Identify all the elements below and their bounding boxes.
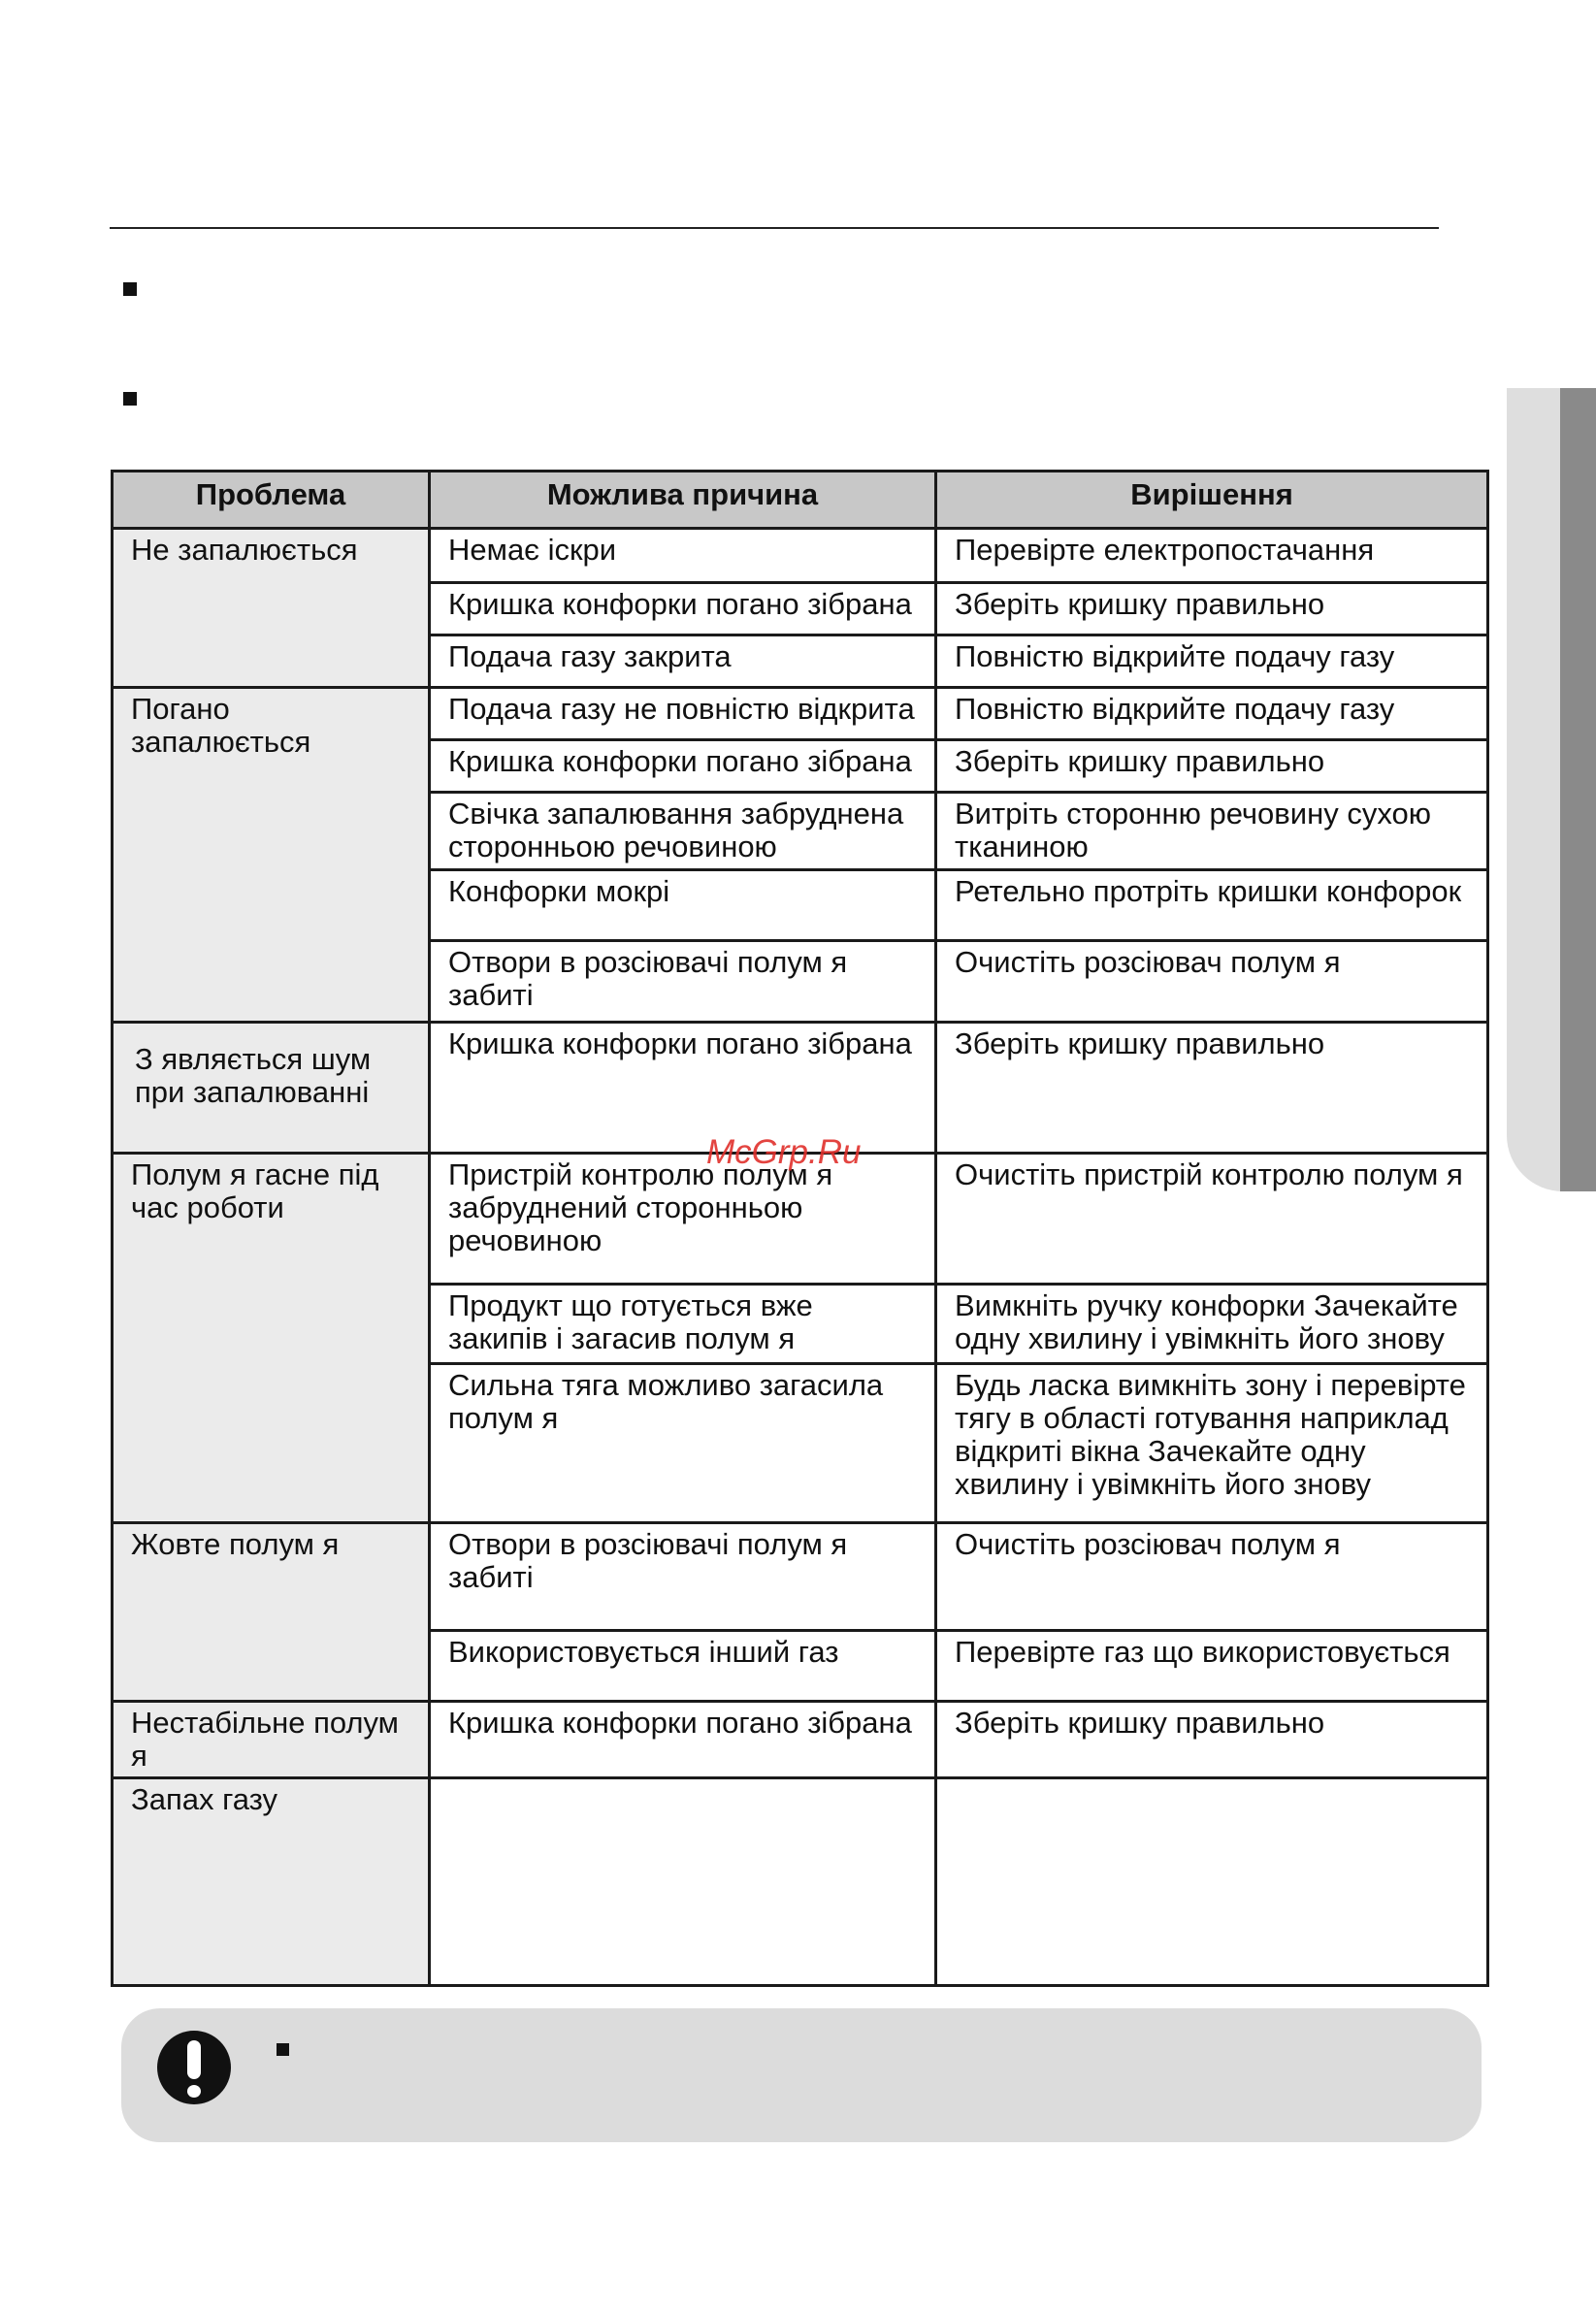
table-row xyxy=(113,1778,1488,1986)
solution-cell: Зберіть кришку правильно xyxy=(936,1702,1488,1778)
cause-cell: Пристрій контролю полум я забруднений сторонньою речовиною xyxy=(430,1154,936,1285)
cause-cell: Продукт що готується вже закипів і загасив полум я xyxy=(430,1285,936,1364)
solution-cell: Перевірте електропостачання xyxy=(936,529,1488,583)
cause-cell: Отвори в розсіювачі полум я забиті xyxy=(430,941,936,1023)
solution-cell: Будь ласка вимкніть зону і перевірте тягу в області готування наприклад відкриті вікна Зачекайте одну хвилину і увімкніть його знову xyxy=(936,1364,1488,1523)
cause-cell: Свічка запалювання забруднена сторонньою речовиною xyxy=(430,793,936,870)
solution-cell: Витріть сторонню речовину сухою тканиною xyxy=(936,793,1488,870)
problem-cell: Не запалюється xyxy=(113,529,430,688)
table-header-row xyxy=(113,472,1488,529)
warning-bullet-marker xyxy=(277,2043,289,2056)
header-problem: Проблема xyxy=(113,472,430,529)
cause-cell: Подача газу не повністю відкрита xyxy=(430,688,936,740)
solution-cell: Зберіть кришку правильно xyxy=(936,1023,1488,1154)
troubleshooting-table xyxy=(111,470,1489,1987)
exclamation-icon-bar xyxy=(187,2040,201,2079)
solution-cell: Повністю відкрийте подачу газу xyxy=(936,635,1488,688)
table-row xyxy=(113,1523,1488,1631)
watermark: McGrp.Ru xyxy=(706,1133,862,1171)
problem-cell: Нестабільне полум я xyxy=(113,1702,430,1778)
problem-cell: Полум я гасне під час роботи xyxy=(113,1154,430,1523)
problem-cell: Погано запалюється xyxy=(113,688,430,1023)
solution-cell: Перевірте газ що використовується xyxy=(936,1631,1488,1702)
cause-cell xyxy=(430,1778,936,1986)
header-cause: Можлива причина xyxy=(430,472,936,529)
solution-cell: Очистіть розсіювач полум я xyxy=(936,1523,1488,1631)
table-row xyxy=(113,1702,1488,1778)
top-rule xyxy=(110,227,1439,229)
cause-cell: Сильна тяга можливо загасила полум я xyxy=(430,1364,936,1523)
warning-box xyxy=(121,2008,1482,2142)
solution-cell: Ретельно протріть кришки конфорок xyxy=(936,870,1488,941)
table-row xyxy=(113,1154,1488,1285)
cause-cell: Використовується інший газ xyxy=(430,1631,936,1702)
problem-cell: Жовте полум я xyxy=(113,1523,430,1702)
solution-cell: Очистіть пристрій контролю полум я xyxy=(936,1154,1488,1285)
solution-cell xyxy=(936,1778,1488,1986)
cause-cell: Немає іскри xyxy=(430,529,936,583)
exclamation-icon-dot xyxy=(187,2085,201,2098)
solution-cell: Повністю відкрийте подачу газу xyxy=(936,688,1488,740)
cause-cell: Кришка конфорки погано зібрана xyxy=(430,740,936,793)
cause-cell: Конфорки мокрі xyxy=(430,870,936,941)
cause-cell: Кришка конфорки погано зібрана xyxy=(430,1702,936,1778)
cause-cell: Подача газу закрита xyxy=(430,635,936,688)
solution-cell: Зберіть кришку правильно xyxy=(936,740,1488,793)
bullet-marker-1 xyxy=(123,282,137,296)
problem-cell: Запах газу xyxy=(113,1778,430,1986)
header-solution: Вирішення xyxy=(936,472,1488,529)
table-row xyxy=(113,688,1488,740)
bullet-marker-2 xyxy=(123,392,137,406)
solution-cell: Зберіть кришку правильно xyxy=(936,583,1488,635)
problem-cell: З являється шум при запалюванні xyxy=(113,1023,430,1154)
solution-cell: Вимкніть ручку конфорки Зачекайте одну хвилину і увімкніть його знову xyxy=(936,1285,1488,1364)
table-row xyxy=(113,529,1488,583)
cause-cell: Кришка конфорки погано зібрана xyxy=(430,583,936,635)
side-tab-bar xyxy=(1560,388,1596,1191)
cause-cell: Отвори в розсіювачі полум я забиті xyxy=(430,1523,936,1631)
solution-cell: Очистіть розсіювач полум я xyxy=(936,941,1488,1023)
cause-cell: Кришка конфорки погано зібрана xyxy=(430,1023,936,1154)
